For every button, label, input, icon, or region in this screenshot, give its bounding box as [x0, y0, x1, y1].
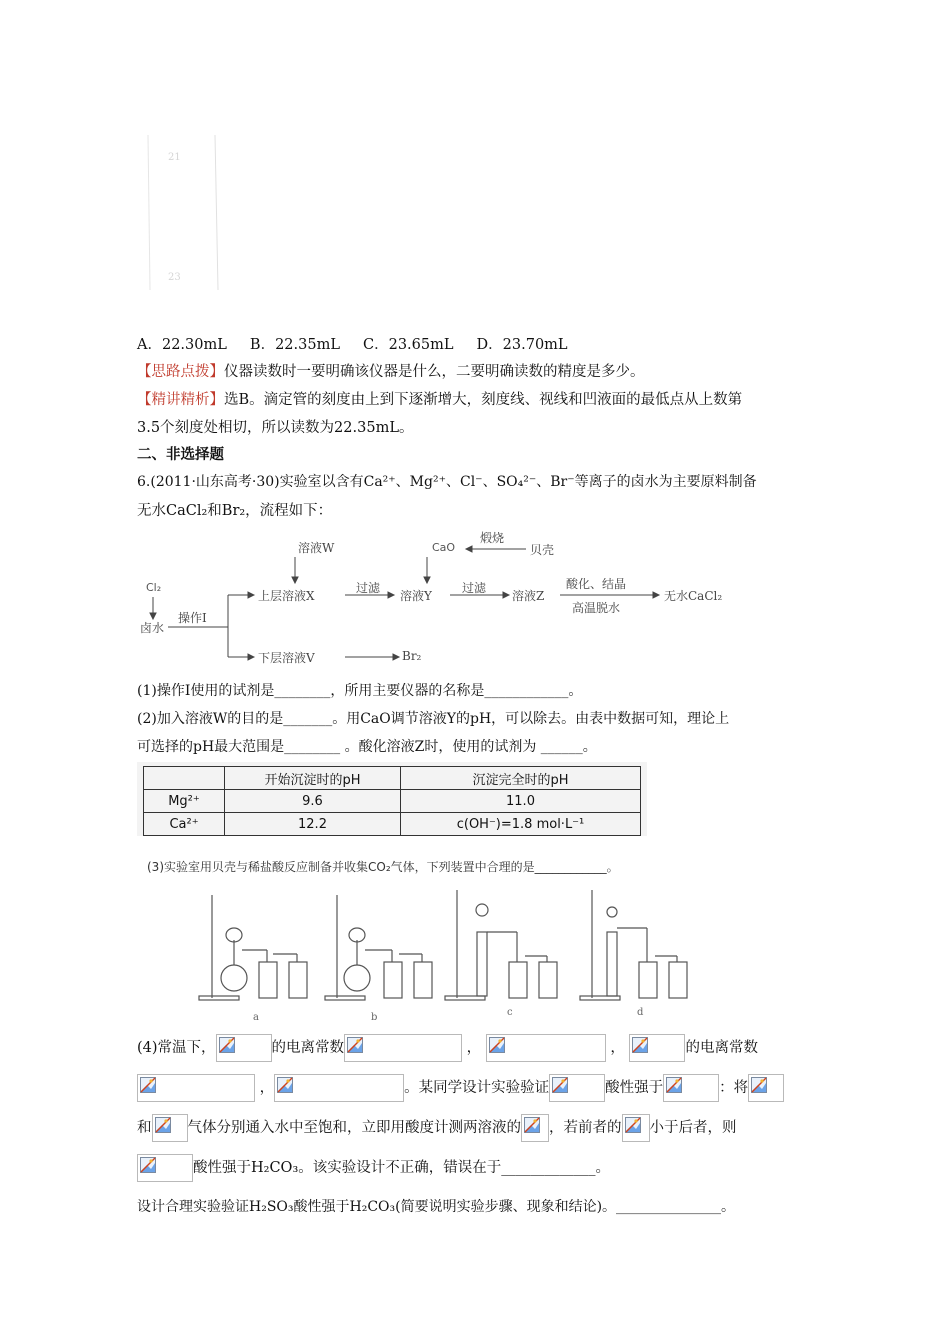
broken-image-icon — [632, 1037, 648, 1053]
q6-intro-line-1: 6.(2011·山东高考·30)实验室以含有Ca²⁺、Mg²⁺、Cl⁻、SO₄²⁻、Br⁻等离子的卤水为主要原料制备 — [137, 474, 757, 490]
broken-image — [152, 1114, 188, 1142]
apparatus-label-a: a — [253, 1012, 259, 1023]
broken-image-icon — [155, 1117, 171, 1133]
filter-1-label: 过滤 — [356, 581, 381, 595]
q6-part-1: (1)操作Ⅰ使用的试剂是________，所用主要仪器的名称是____________。 — [137, 683, 583, 699]
broken-image-icon — [666, 1077, 682, 1093]
broken-image-icon — [347, 1037, 363, 1053]
broken-image-icon — [552, 1077, 568, 1093]
broken-image — [748, 1074, 784, 1102]
apparatus-label-b: b — [371, 1012, 378, 1023]
broken-image-icon — [625, 1117, 641, 1133]
q6-part-4-line-2: ， 。某同学设计实验验证 酸性强于 ：将 — [137, 1074, 784, 1102]
broken-image-icon — [140, 1077, 156, 1093]
table-cell: Mg²⁺ — [144, 790, 225, 813]
analysis-label: 【精讲精析】 — [137, 392, 224, 408]
broken-image-icon — [524, 1117, 540, 1133]
option-d: D．23.70mL — [476, 337, 568, 353]
ph-table — [143, 766, 641, 836]
q6-part-2-line-1: (2)加入溶液W的目的是_______。用CaO调节溶液Y的pH，可以除去。由表中数据可知，理论上 — [137, 711, 730, 727]
option-a: A．22.30mL — [137, 337, 227, 353]
brine-label: 卤水 — [140, 621, 165, 635]
hint-line — [137, 360, 645, 381]
lower-solution-v-label: 下层溶液V — [258, 651, 315, 665]
option-c: C．23.65mL — [363, 337, 454, 353]
table-header-cell — [144, 767, 225, 790]
table-cell: 12.2 — [225, 813, 401, 836]
broken-image — [274, 1074, 404, 1102]
solution-y-label: 溶液Y — [400, 589, 432, 603]
table-cell: 9.6 — [225, 790, 401, 813]
apparatus-figure — [137, 850, 717, 1030]
broken-image-icon — [219, 1037, 235, 1053]
broken-image-icon — [277, 1077, 293, 1093]
cao-label: CaO — [432, 541, 456, 554]
table-header-cell: 沉淀完全时的pH — [401, 767, 641, 790]
analysis-line-1 — [137, 388, 742, 409]
filter-2-label: 过滤 — [462, 581, 487, 595]
svg-text:21: 21 — [168, 152, 181, 163]
analysis-line-2: 3.5个刻度处相切，所以读数为22.35mL。 — [137, 420, 414, 436]
process-flowchart — [140, 531, 760, 675]
hint-text: 仪器读数时一要明确该仪器是什么，二要明确读数的精度是多少。 — [224, 364, 645, 380]
broken-image — [629, 1034, 685, 1062]
broken-image — [622, 1114, 650, 1142]
upper-solution-x-label: 上层溶液X — [258, 589, 315, 603]
table-row — [144, 813, 641, 836]
table-cell: Ca²⁺ — [144, 813, 225, 836]
broken-image — [216, 1034, 272, 1062]
q6-part-4-line-1: (4)常温下， 的电离常数 ， ， 的电离常数 — [137, 1034, 758, 1062]
product-label: 无水CaCl₂ — [664, 589, 723, 603]
ph-table-scan — [137, 762, 647, 836]
table-header-cell: 开始沉淀时的pH — [225, 767, 401, 790]
q6-part-4-line-3: 和 气体分别通入水中至饱和，立即用酸度计测两溶液的 ，若前者的 小于后者，则 — [137, 1114, 737, 1142]
table-cell: 11.0 — [401, 790, 641, 813]
q6-part-2-line-2: 可选择的pH最大范围是________ 。酸化溶液Z时，使用的试剂为 ______。 — [137, 739, 597, 755]
acidify-crystallize-label: 酸化、结晶 — [566, 577, 627, 591]
table-cell: c(OH⁻)=1.8 mol·L⁻¹ — [401, 813, 641, 836]
apparatus-label-d: d — [637, 1007, 644, 1018]
broken-image — [344, 1034, 462, 1062]
option-b: B．22.35mL — [249, 337, 340, 353]
shell-label: 贝壳 — [530, 543, 555, 557]
answer-options — [137, 333, 568, 354]
analysis-text-1: 选B。滴定管的刻度由上到下逐渐增大，刻度线、视线和凹液面的最低点从上数第 — [224, 392, 743, 408]
broken-image-icon — [751, 1077, 767, 1093]
table-header-row — [144, 767, 641, 790]
broken-image — [137, 1154, 193, 1182]
cl2-label: Cl₂ — [146, 581, 162, 594]
operation-1-label: 操作Ⅰ — [178, 611, 207, 625]
broken-image — [137, 1074, 255, 1102]
broken-image-icon — [489, 1037, 505, 1053]
solution-z-label: 溶液Z — [512, 589, 545, 603]
table-row — [144, 790, 641, 813]
broken-image — [663, 1074, 719, 1102]
q6-part-3: (3)实验室用贝壳与稀盐酸反应制备并收集CO₂气体，下列装置中合理的是____________。 — [147, 860, 619, 874]
high-temp-dehydrate-label: 高温脱水 — [572, 601, 621, 615]
burette-figure — [140, 130, 240, 300]
apparatus-label-c: c — [507, 1007, 513, 1018]
hint-label: 【思路点拨】 — [137, 364, 224, 380]
q6-part-4-line-4: 酸性强于H₂CO₃。该实验设计不正确，错误在于_____________。 — [137, 1154, 610, 1182]
svg-text:23: 23 — [168, 272, 181, 283]
q6-part-4-line-5: 设计合理实验验证H₂SO₃酸性强于H₂CO₃(简要说明实验步骤、现象和结论)。_______________。 — [137, 1199, 736, 1215]
solution-w-label: 溶液W — [298, 541, 335, 555]
broken-image — [486, 1034, 606, 1062]
br2-label: Br₂ — [402, 649, 422, 663]
broken-image — [549, 1074, 605, 1102]
broken-image — [521, 1114, 549, 1142]
q6-intro-line-2: 无水CaCl₂和Br₂，流程如下： — [137, 503, 333, 519]
broken-image-icon — [140, 1157, 156, 1173]
section-title: 二、非选择题 — [137, 446, 224, 463]
calcine-label: 煅烧 — [480, 531, 505, 545]
